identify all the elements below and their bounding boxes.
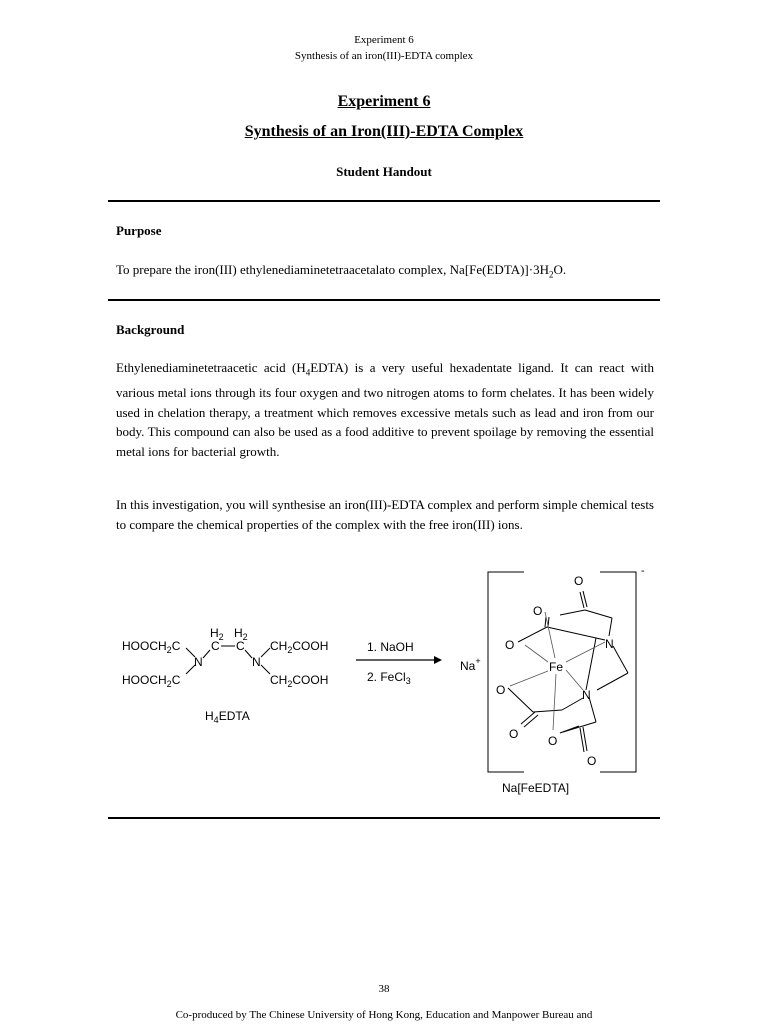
page-number: 38 <box>378 983 390 995</box>
svg-text:O: O <box>533 604 543 618</box>
purpose-heading: Purpose <box>116 223 162 238</box>
running-head-line1: Experiment 6 <box>354 34 414 46</box>
background-p1-start: Ethylenediaminetetraacetic acid (H <box>116 360 306 375</box>
svg-text:N: N <box>194 655 203 669</box>
reaction-arrow <box>356 640 442 686</box>
svg-text:HOOCH2C: $HOOCH_2C$ <box>122 639 181 655</box>
svg-text:O: O <box>574 574 584 588</box>
svg-text:C: C <box>236 639 245 653</box>
svg-text:CH2COOH: $CH_2COOH$ <box>270 673 329 689</box>
experiment-number: Experiment 6 <box>337 93 431 110</box>
svg-text:C: C <box>211 639 220 653</box>
handout-label: Student Handout <box>336 164 432 179</box>
svg-text:2. FeCl3: 2. FeCl$_3$ <box>367 670 411 686</box>
background-heading: Background <box>116 322 185 337</box>
reaction-scheme <box>0 560 768 800</box>
h4edta-structure <box>122 626 328 725</box>
background-paragraph-1 <box>116 358 654 461</box>
background-paragraph-2: In this investigation, you will synthesise an iron(III)-EDTA complex and perform simple chemical tests to compare the chemical properties of the complex with the free iron(III) ions. <box>116 497 654 532</box>
purpose-subscript: 2 <box>548 269 554 280</box>
fe-edta-complex <box>488 565 645 795</box>
divider-bottom <box>108 817 660 819</box>
svg-text:N: N <box>252 655 261 669</box>
svg-text:CH2COOH: $CH_2COOH$ <box>270 639 329 655</box>
svg-text:H2: $H_2$ <box>210 626 224 642</box>
svg-text:H2: $H_2$ <box>234 626 248 642</box>
iron-atom: Fe <box>549 660 564 674</box>
svg-text:HOOCH2C: $HOOCH_2C$ <box>122 673 181 689</box>
svg-text:O: O <box>587 754 597 768</box>
svg-text:O: O <box>509 727 519 741</box>
experiment-title: Synthesis of an Iron(III)-EDTA Complex <box>244 123 524 140</box>
background-p1-subscript: 4 <box>305 367 311 378</box>
running-head-line2: Synthesis of an iron(III)-EDTA complex <box>294 50 474 62</box>
svg-text:H4EDTA: $H_4EDTA$ <box>205 709 250 725</box>
purpose-text-end: O. <box>553 262 567 277</box>
purpose-text <box>116 260 676 285</box>
svg-text:N: N <box>582 688 591 702</box>
sodium-cation: Na+ <box>460 656 481 673</box>
running-head <box>0 32 768 64</box>
footer-credit: Co-produced by The Chinese University of Hong Kong, Education and Manpower Bureau and <box>175 1009 593 1021</box>
divider-middle <box>108 299 660 301</box>
svg-text:O: O <box>496 683 506 697</box>
complex-bonds <box>508 591 628 752</box>
background-p1-rest: EDTA) is a very useful hexadentate ligand. It can react with various metal ions through its four oxygen and two nitrogen atoms to form chelates. It has been widely used in chelation therapy, a treatment which removes excessive metals such as lead and iron from our body. This compound can also be used as a food additive to prevent spoilage by removing the essential metal ions for bacterial growth. <box>116 360 654 459</box>
divider-top <box>108 200 660 202</box>
svg-text:O: O <box>505 638 515 652</box>
complex-label: Na[FeEDTA] <box>502 781 570 795</box>
purpose-text-main: To prepare the iron(III) ethylenediaminetetraacetalato complex, Na[Fe(EDTA)]·3H <box>116 262 549 277</box>
anion-charge: - <box>641 565 645 577</box>
svg-text:1. NaOH: 1. NaOH <box>367 640 414 654</box>
svg-text:N: N <box>605 637 614 651</box>
svg-text:O: O <box>548 734 558 748</box>
